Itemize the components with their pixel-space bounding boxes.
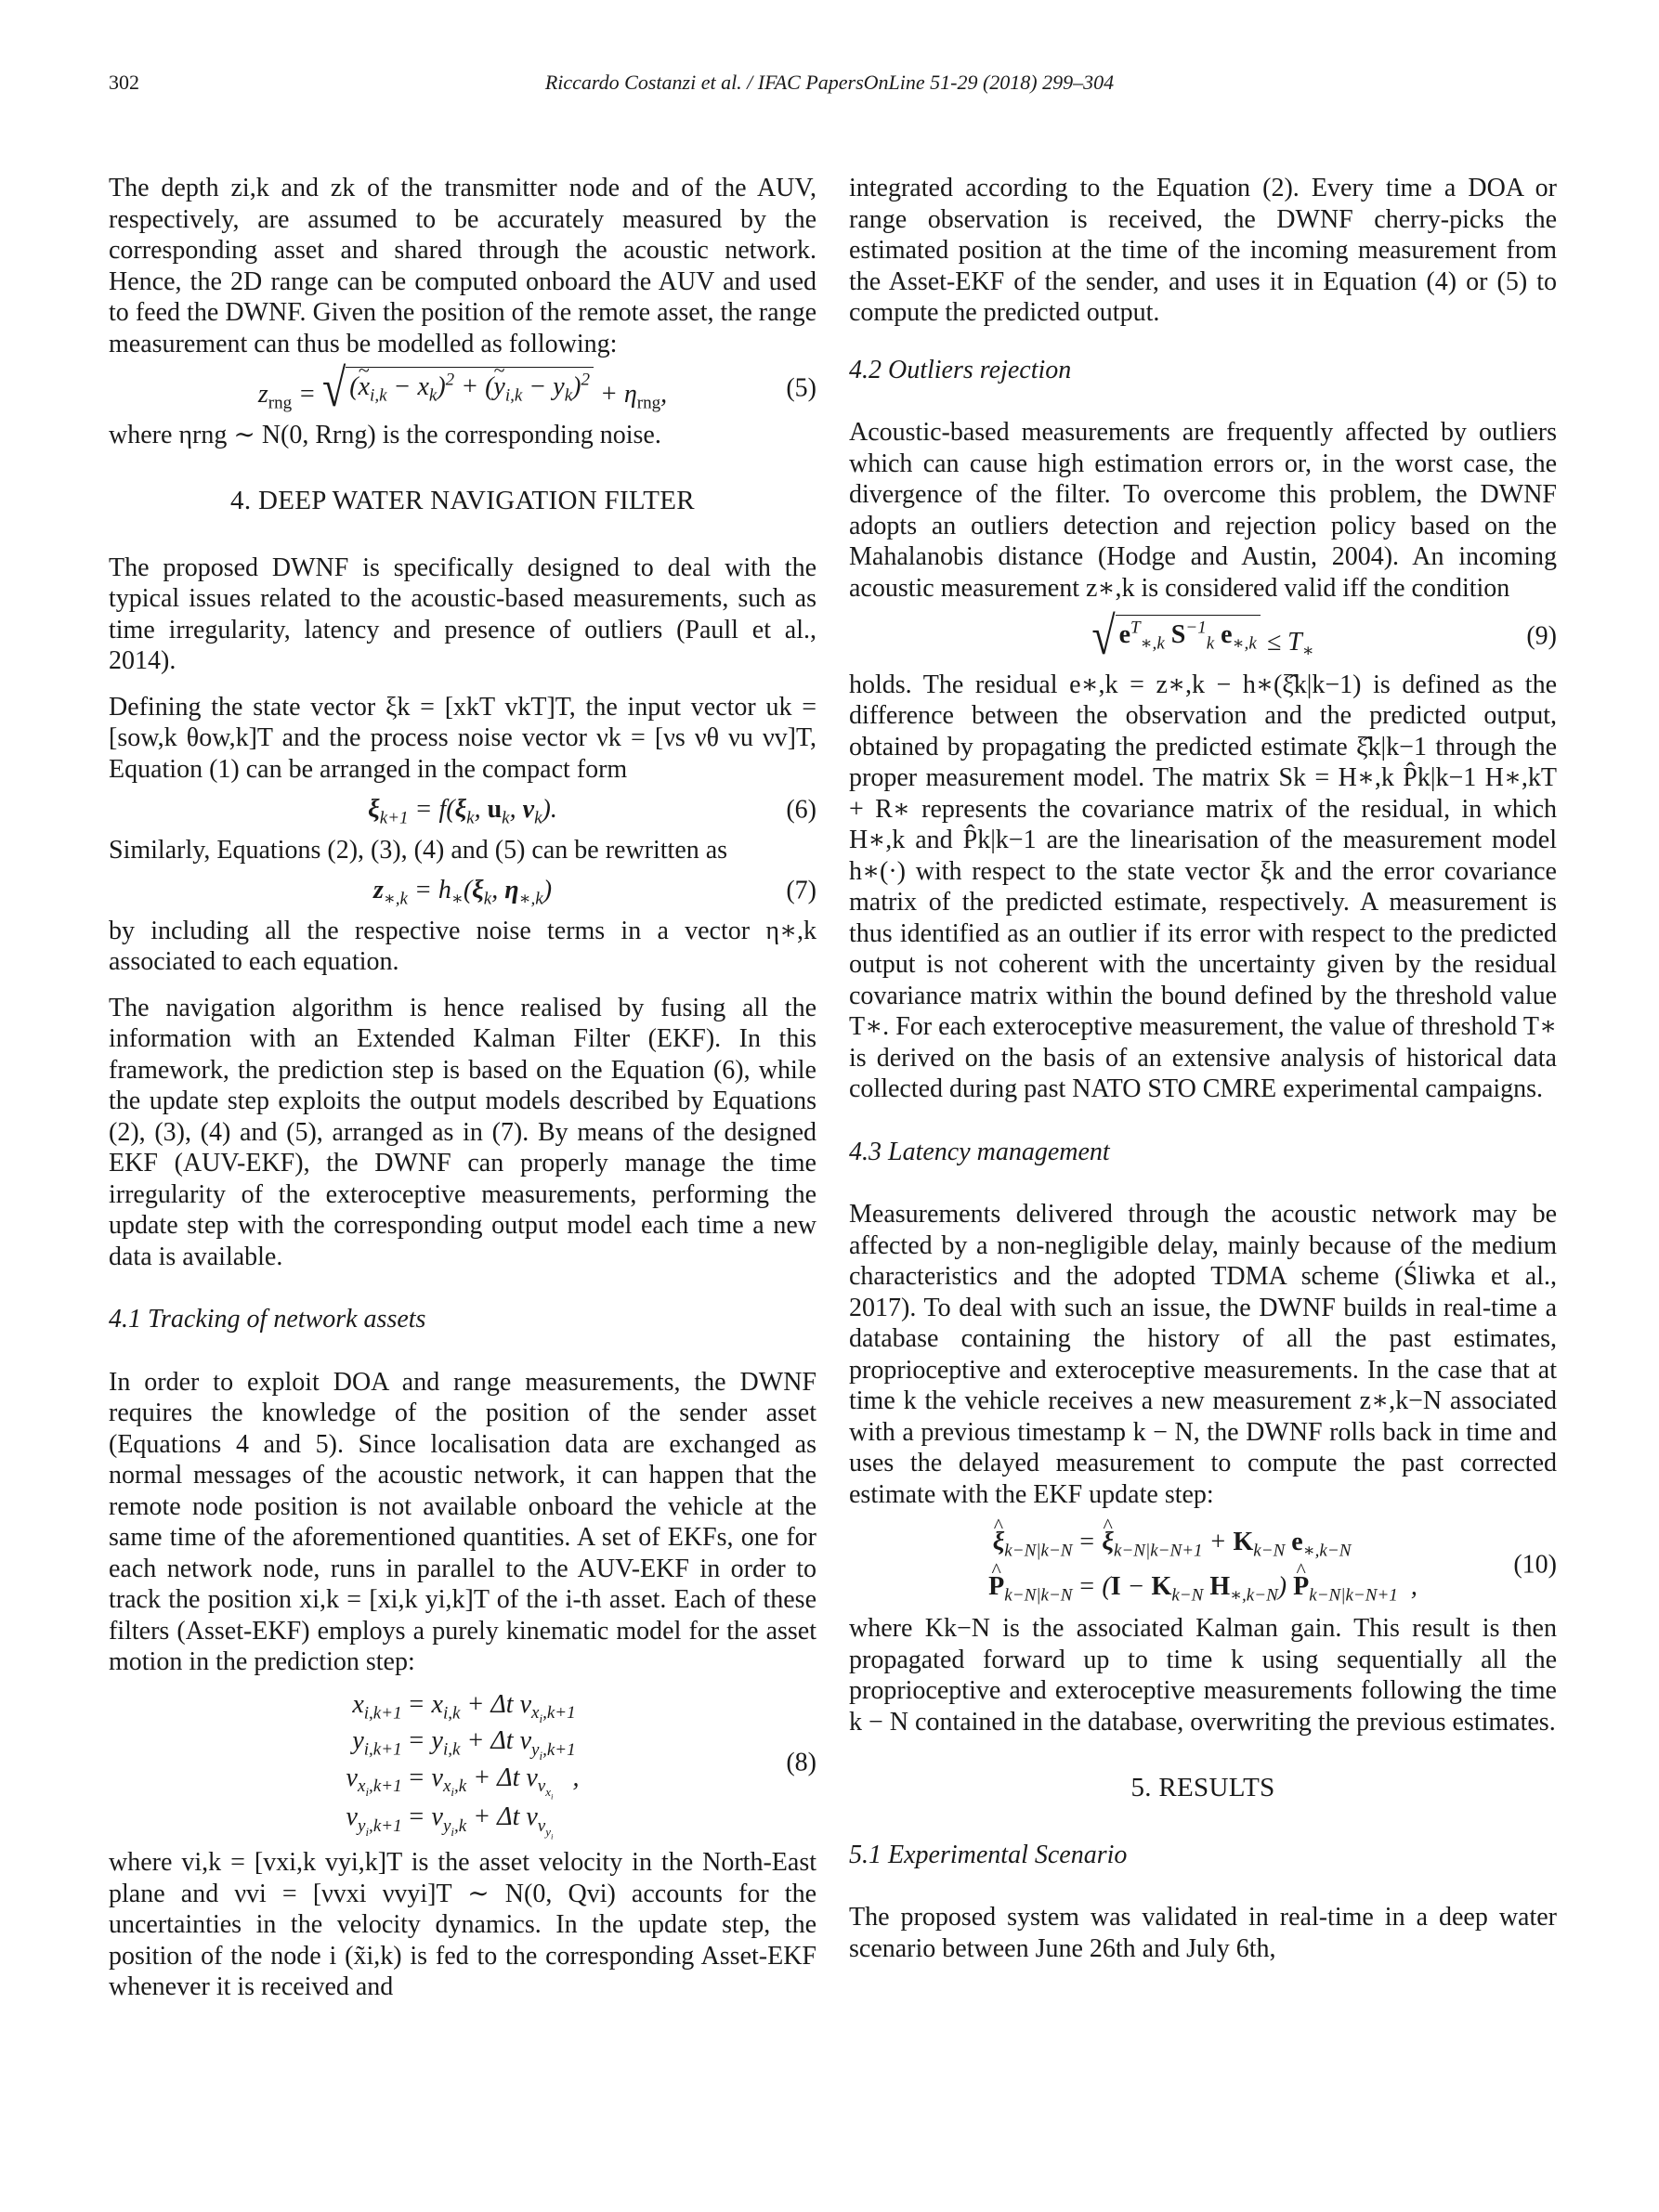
- equation-number: (5): [786, 373, 816, 403]
- paragraph: where vi,k = [vxi,k vyi,k]T is the asset velocity in the North-East plane and νvi = [νvxi νvyi]T ∼ N(0, Qvi) accounts for the uncertainties in the velocity dynamics. In the update step, the position of the node i (x̃i,k) is fed to the corresponding Asset-EKF whenever it is received and: [109, 1848, 816, 2002]
- equation-number: (9): [1526, 621, 1557, 651]
- running-head: Riccardo Costanzi et al. / IFAC PapersOnLine 51-29 (2018) 299–304: [544, 71, 1115, 94]
- equation-number: (8): [786, 1748, 816, 1777]
- paragraph: Defining the state vector ξk = [xkT vkT]T, the input vector uk = [sow,k θow,k]T and the process noise vector νk = [νs νθ νu νv]T, Equation (1) can be arranged in the compact form: [109, 692, 816, 784]
- equation-5: $z_{rng}$ = √ (x $\sim_{i,k} - x_k)^2 + (y$ $\sim_{i,k} - y_k)^2$ + $\eta_{rng}$, (5): [109, 367, 816, 410]
- section-heading: 5. RESULTS: [1130, 1773, 1275, 1802]
- paragraph: integrated according to the Equation (2). Every time a DOA or range observation is received, the DWNF cherry-picks the estimated position at the time of the incoming measurement from the Asset-EKF of the sender, and uses it in Equation (4) or (5) to compute the predicted output.: [849, 174, 1557, 327]
- equation-number: (6): [786, 795, 816, 824]
- paragraph: The proposed system was validated in real-time in a deep water scenario between June 26th and July 6th,: [849, 1903, 1557, 1963]
- equation-number: (7): [786, 876, 816, 904]
- paragraph: Similarly, Equations (2), (3), (4) and (5) can be rewritten as: [109, 835, 728, 865]
- paragraph: The proposed DWNF is specifically designed to deal with the typical issues related to the acoustic-based measurements, such as time irregularity, latency and presence of outliers (Paull et al., 2014).: [109, 553, 816, 675]
- subsection-heading: 4.1 Tracking of network assets: [109, 1305, 426, 1334]
- paragraph: holds. The residual e∗,k = z∗,k − h∗(ξ̂k|k−1) is defined as the difference between the observation and the predicted output, obtained by propagating the predicted estimate ξ̂k|k−1 through the proper measurement model. The matrix Sk = H∗,k P̂k|k−1 H∗,kT + R∗ represents the covariance matrix of the residual, in which H∗,k and P̂k|k−1 are the linearisation of the measurement model h∗(·) with respect to the state vector ξk and the error covariance matrix of the predicted estimate, respectively. A measurement is thus identified as an outlier if its error with respect to the predicted output is not coherent with the uncertainty given by the residual covariance matrix within the bound defined by the threshold value T∗. For each exteroceptive measurement, the value of threshold T∗ is derived on the basis of an extensive analysis of historical data collected during past NATO STO CMRE experimental campaigns.: [849, 670, 1557, 1103]
- paragraph: Measurements delivered through the acoustic network may be affected by a non-negligible delay, mainly because of the medium characteristics and the adopted TDMA scheme (Śliwka et al., 2017). To deal with such an issue, the DWNF builds in real-time a database containing the history of all the past estimates, proprioceptive and exteroceptive measurements. In the case that at time k the vehicle receives a new measurement z∗,k−N associated with a previous timestamp k − N, the DWNF rolls back in time and uses the delayed measurement to compute the past corrected estimate with the EKF update step:: [849, 1200, 1557, 1509]
- equation-8: $x_{i,k+1}$ = $x_{i,k} + \Delta t$ $v_{x_i,k+1}$ $y_{i,k+1}$ = $y_{i,k} + \Delta t$ $v_{y_i,k+1}$ $v_{x_i,k+1}$ = $v_{x_i,k} + \Delta t$ $\nu_{v_{x_i}}$ , $v_{y_i,k+1}$ = $v_{y_i,k} + \Delta t$ $\nu_{v_{y_i}}$ (8): [346, 1689, 816, 1841]
- subsection-heading: 4.3 Latency management: [849, 1137, 1110, 1166]
- equation-6: $\xi_{k+1} = f(\xi_k$, $u_k$, $\nu_k$). (6): [368, 795, 816, 828]
- equation-10: ξ $\^{}_{k-N|k-N}$ = ξ $\^{}_{k-N|k-N+1} + K_{k-N}$ $e_{∗,k-N}$ P $\^{}_{k-N|k-N}$ = ($I - K_{k-N}$ $H_{∗,k-N}$) P $\^{}_{k-N|k-N+1}$ , (10): [849, 1527, 1557, 1602]
- page-number: 302: [109, 71, 139, 94]
- paragraph: where Kk−N is the associated Kalman gain. This result is then propagated forward up to time k using sequentially all the proprioceptive and exteroceptive measurements following the time k − N contained in the database, overwriting the previous estimates.: [849, 1614, 1557, 1737]
- paragraph: where ηrng ∼ N(0, Rrng) is the corresponding noise.: [109, 420, 661, 449]
- right-column: [849, 173, 1557, 1964]
- paragraph: The navigation algorithm is hence realised by fusing all the information with an Extended Kalman Filter (EKF). In this framework, the prediction step is based on the Equation (6), while the update step exploits the output models described by Equations (2), (3), (4) and (5), arranged as in (7). By means of the designed EKF (AUV-EKF), the DWNF can properly manage the time irregularity of the exteroceptive measurements, performing the update step with the corresponding output model each time a new data is available.: [109, 993, 816, 1271]
- equation-7: $z_{∗,k} = h_∗(\xi_k$, $\eta_{∗,k}$) (7): [372, 876, 816, 909]
- paragraph: In order to exploit DOA and range measurements, the DWNF requires the knowledge of the position of the sender asset (Equations 4 and 5). Since localisation data are exchanged as normal messages of the acoustic network, it can happen that the remote node position is not available onboard the vehicle at the same time of the aforementioned quantities. A set of EKFs, one for each network node, runs in parallel to the AUV-EKF in order to track the position xi,k = [xi,k yi,k]T of the i-th asset. Each of these filters (Asset-EKF) employs a purely kinematic model for the asset motion in the prediction step:: [109, 1367, 816, 1676]
- subsection-heading: 5.1 Experimental Scenario: [849, 1840, 1128, 1869]
- equation-9: √ $e^T_{∗,k}$ $S^{-1}_k$ $e_{∗,k}$ ≤ $T_∗$ (9): [1091, 605, 1557, 666]
- paragraph: The depth zi,k and zk of the transmitter node and of the AUV, respectively, are assumed to be accurately measured by the corresponding asset and shared through the acoustic network. Hence, the 2D range can be computed onboard the AUV and used to feed the DWNF. Given the position of the remote asset, the range measurement can thus be modelled as following:: [109, 174, 816, 358]
- paragraph: Acoustic-based measurements are frequently affected by outliers which can cause high estimation errors or, in the worst case, the divergence of the filter. To overcome this problem, the DWNF adopts an outliers detection and rejection policy based on the Mahalanobis distance (Hodge and Austin, 2004). An incoming acoustic measurement z∗,k is considered valid iff the condition: [849, 418, 1557, 603]
- subsection-heading: 4.2 Outliers rejection: [849, 355, 1072, 384]
- equation-number: (10): [1513, 1549, 1557, 1579]
- section-heading: 4. DEEP WATER NAVIGATION FILTER: [230, 486, 695, 515]
- paragraph: by including all the respective noise terms in a vector η∗,k associated to each equation.: [109, 916, 816, 976]
- left-column: [109, 173, 816, 2003]
